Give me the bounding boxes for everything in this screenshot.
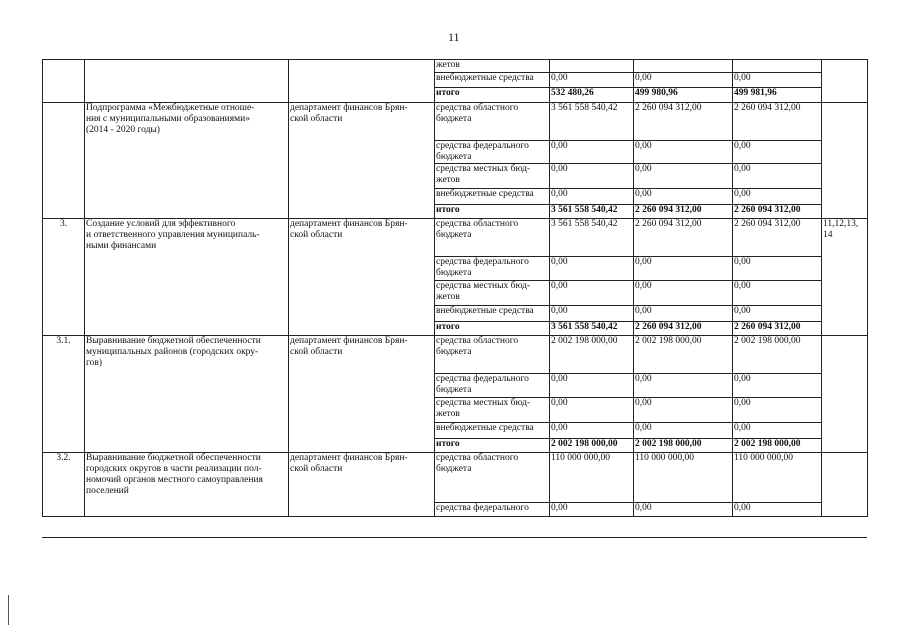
value-cell: 0,00 <box>733 164 822 189</box>
value-cell: 0,00 <box>634 503 733 517</box>
margin-scan-mark <box>8 595 9 625</box>
table-row <box>43 219 868 257</box>
funding-source-cell: средства областного бюджета <box>435 219 550 257</box>
table-row <box>43 60 868 73</box>
funding-source-cell: средства местных бюд- жетов <box>435 398 550 423</box>
total-value-cell: 2 260 094 312,00 <box>634 322 733 336</box>
table-bottom-rule <box>42 537 867 538</box>
value-cell: 0,00 <box>733 257 822 281</box>
indicator-cell <box>822 336 868 453</box>
row-number-cell <box>43 60 85 103</box>
total-value-cell: 2 260 094 312,00 <box>733 205 822 219</box>
indicator-cell <box>822 103 868 219</box>
value-cell: 0,00 <box>634 189 733 205</box>
executor-cell <box>289 60 435 103</box>
total-value-cell: 2 260 094 312,00 <box>733 322 822 336</box>
funding-source-cell: внебюджетные средства <box>435 73 550 88</box>
executor-cell: департамент финансов Брян- ской области <box>289 453 435 517</box>
total-label-cell: итого <box>435 88 550 103</box>
value-cell: 3 561 558 540,42 <box>550 103 634 141</box>
indicator-cell: 11,12,13, 14 <box>822 219 868 336</box>
funding-source-cell: средства федерального бюджета <box>435 374 550 398</box>
funding-source-cell: средства областного бюджета <box>435 453 550 503</box>
value-cell: 0,00 <box>550 423 634 439</box>
value-cell: 0,00 <box>634 257 733 281</box>
value-cell: 0,00 <box>733 189 822 205</box>
funding-source-cell: средства областного бюджета <box>435 103 550 141</box>
row-number-cell: 3.2. <box>43 453 85 517</box>
value-cell: 0,00 <box>550 503 634 517</box>
value-cell: 0,00 <box>733 141 822 164</box>
value-cell: 0,00 <box>733 503 822 517</box>
funding-source-cell: средства федерального бюджета <box>435 141 550 164</box>
value-cell: 0,00 <box>634 281 733 306</box>
total-value-cell: 499 980,96 <box>634 88 733 103</box>
program-name-cell: Создание условий для эффективного и ответственного управления муниципаль- ными финансами <box>85 219 289 336</box>
total-value-cell: 2 002 198 000,00 <box>733 439 822 453</box>
indicator-cell <box>822 60 868 103</box>
row-number-cell: 3. <box>43 219 85 336</box>
value-cell: 0,00 <box>634 423 733 439</box>
funding-source-cell: средства областного бюджета <box>435 336 550 374</box>
value-cell: 0,00 <box>550 398 634 423</box>
executor-cell: департамент финансов Брян- ской области <box>289 219 435 336</box>
table-row <box>43 453 868 503</box>
value-cell: 0,00 <box>733 281 822 306</box>
total-value-cell: 3 561 558 540,42 <box>550 322 634 336</box>
funding-source-cell: жетов <box>435 60 550 73</box>
total-label-cell: итого <box>435 322 550 336</box>
table-row <box>43 336 868 374</box>
row-number-cell <box>43 103 85 219</box>
value-cell: 0,00 <box>550 257 634 281</box>
funding-source-cell: внебюджетные средства <box>435 306 550 322</box>
program-name-cell: Выравнивание бюджетной обеспеченности муниципальных районов (городских окру- гов) <box>85 336 289 453</box>
value-cell: 2 002 198 000,00 <box>550 336 634 374</box>
funding-source-cell: средства федерального <box>435 503 550 517</box>
page-number: 11 <box>448 30 460 44</box>
program-name-cell <box>85 60 289 103</box>
total-value-cell: 532 480,26 <box>550 88 634 103</box>
indicator-cell <box>822 453 868 517</box>
total-value-cell: 2 002 198 000,00 <box>550 439 634 453</box>
value-cell: 0,00 <box>550 189 634 205</box>
value-cell: 110 000 000,00 <box>733 453 822 503</box>
value-cell: 0,00 <box>634 141 733 164</box>
value-cell: 2 002 198 000,00 <box>634 336 733 374</box>
table-row <box>43 103 868 141</box>
value-cell: 0,00 <box>733 423 822 439</box>
total-value-cell: 499 981,96 <box>733 88 822 103</box>
total-label-cell: итого <box>435 205 550 219</box>
value-cell: 0,00 <box>733 398 822 423</box>
value-cell: 2 260 094 312,00 <box>733 103 822 141</box>
value-cell: 0,00 <box>634 164 733 189</box>
executor-cell: департамент финансов Брян- ской области <box>289 336 435 453</box>
row-number-cell: 3.1. <box>43 336 85 453</box>
value-cell: 0,00 <box>550 306 634 322</box>
program-name-cell: Выравнивание бюджетной обеспеченности городских округов в части реализации пол- номочий органов местного самоуправления поселений <box>85 453 289 517</box>
value-cell: 0,00 <box>634 73 733 88</box>
value-cell: 110 000 000,00 <box>550 453 634 503</box>
value-cell: 0,00 <box>733 306 822 322</box>
value-cell: 3 561 558 540,42 <box>550 219 634 257</box>
total-value-cell: 2 002 198 000,00 <box>634 439 733 453</box>
value-cell: 0,00 <box>550 141 634 164</box>
value-cell: 0,00 <box>550 164 634 189</box>
executor-cell: департамент финансов Брян- ской области <box>289 103 435 219</box>
funding-source-cell: внебюджетные средства <box>435 423 550 439</box>
value-cell: 2 260 094 312,00 <box>733 219 822 257</box>
total-value-cell: 3 561 558 540,42 <box>550 205 634 219</box>
value-cell: 110 000 000,00 <box>634 453 733 503</box>
value-cell: 0,00 <box>634 398 733 423</box>
value-cell: 0,00 <box>550 374 634 398</box>
value-cell: 0,00 <box>733 73 822 88</box>
value-cell: 2 002 198 000,00 <box>733 336 822 374</box>
budget-table <box>42 59 868 517</box>
program-name-cell: Подпрограмма «Межбюджетные отноше- ния с муниципальными образованиями» (2014 - 2020 годы) <box>85 103 289 219</box>
funding-source-cell: средства местных бюд- жетов <box>435 164 550 189</box>
funding-source-cell: средства федерального бюджета <box>435 257 550 281</box>
funding-source-cell: средства местных бюд- жетов <box>435 281 550 306</box>
value-cell: 2 260 094 312,00 <box>634 219 733 257</box>
value-cell: 0,00 <box>634 374 733 398</box>
total-label-cell: итого <box>435 439 550 453</box>
value-cell: 0,00 <box>550 73 634 88</box>
total-value-cell: 2 260 094 312,00 <box>634 205 733 219</box>
value-cell: 0,00 <box>550 281 634 306</box>
funding-source-cell: внебюджетные средства <box>435 189 550 205</box>
value-cell: 0,00 <box>634 306 733 322</box>
value-cell: 2 260 094 312,00 <box>634 103 733 141</box>
value-cell: 0,00 <box>733 374 822 398</box>
